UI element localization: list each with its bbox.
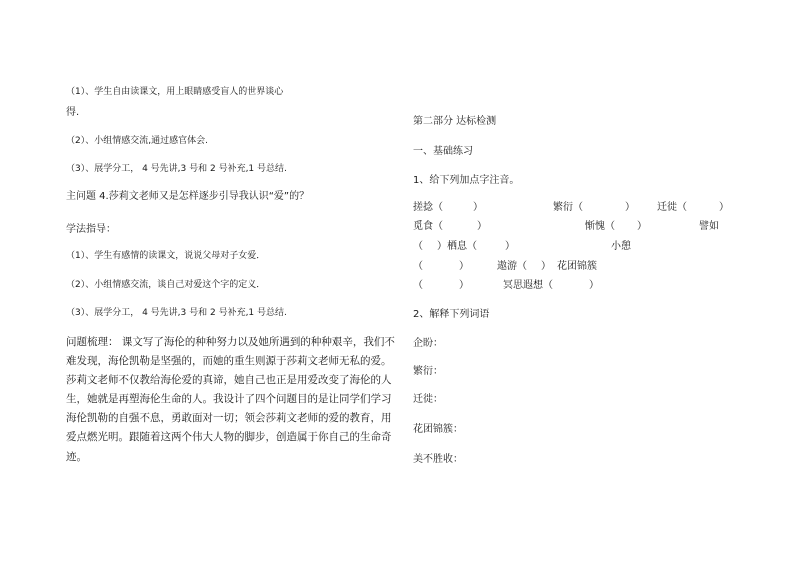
- summary-line: 爱点燃光明。跟随着这两个伟大人物的脚步，创造属于你自己的生命奇: [66, 431, 392, 443]
- pinyin-blank-close: ）: [637, 221, 647, 232]
- pinyin-row: [413, 280, 599, 292]
- summary-line: 海伦凯勒的自强不息，勇敢面对一切；领会莎莉文老师的爱的教育，用: [66, 412, 392, 424]
- pinyin-item: 花团锦簇: [557, 261, 597, 272]
- part2-title: 第二部分 达标检测: [413, 116, 497, 127]
- pinyin-row: [413, 221, 719, 233]
- word-item: 花团锦簇：: [413, 424, 463, 435]
- pinyin-item: 搓捻（: [413, 202, 443, 213]
- pinyin-blank-open: （: [413, 280, 423, 291]
- pinyin-item: 繁衍（: [553, 202, 583, 213]
- summary-line: 难发现，海伦凯勒是坚强的，而她的重生则源于莎莉文老师无私的爱。: [66, 355, 392, 367]
- pinyin-blank-close: ）: [473, 202, 483, 213]
- pinyin-blank-close: ）: [505, 241, 515, 252]
- question-2: 2、解释下列词语: [413, 309, 490, 320]
- item3: （3）、展学分工， 4 号先讲,3 号和 2 号补充,1 号总结.: [66, 164, 287, 174]
- summary-line: 迹。: [66, 451, 87, 463]
- pinyin-item: ）栖息（: [437, 241, 477, 252]
- pinyin-blank-close: ）: [477, 221, 487, 232]
- pinyin-item: 迁徙（: [657, 202, 687, 213]
- pinyin-item: 冥思遐想（: [503, 280, 553, 291]
- pinyin-item: 惭愧（: [585, 221, 615, 232]
- word-item: 美不胜收：: [413, 454, 463, 465]
- pinyin-blank-close: ）: [625, 202, 635, 213]
- word-item: 迁徙：: [413, 394, 443, 405]
- pinyin-item: 譬如: [699, 221, 719, 232]
- pinyin-row: [413, 202, 729, 214]
- pinyin-item: 觅食（: [413, 221, 443, 232]
- pinyin-item: 遨游（: [497, 261, 527, 272]
- pinyin-blank-open: （: [413, 261, 423, 272]
- item1-line2: 得.: [66, 107, 80, 118]
- method-3: （3）、展学分工， 4 号先讲,3 号和 2 号补充,1 号总结.: [66, 308, 287, 318]
- summary-line: 问题梳理： 课文写了海伦的种种努力以及她所遇到的种种艰辛，我们不: [66, 336, 395, 348]
- item2: （2）、小组情感交流,通过感官体会.: [66, 136, 208, 146]
- method-2: （2）、小组情感交流，谈自己对爱这个字的定义．: [66, 280, 266, 290]
- question-1: 1、给下列加点字注音。: [413, 175, 520, 186]
- pinyin-blank-close: ）: [459, 261, 469, 272]
- pinyin-blank-close: ）: [459, 280, 469, 291]
- summary-line: 莎莉文老师不仅教给海伦爱的真谛，她自己也正是用爱改变了海伦的人: [66, 374, 392, 386]
- question-4: 主问题 4.莎莉文老师又是怎样逐步引导我认识“爱”的？: [66, 191, 310, 202]
- pinyin-row: [413, 241, 631, 253]
- pinyin-blank-close: ）: [541, 261, 551, 272]
- word-item: 繁衍：: [413, 366, 443, 377]
- pinyin-row: [413, 261, 597, 273]
- method-1: （1）、学生有感情的读课文，说说父母对子女爱．: [66, 251, 266, 261]
- summary-line: 生，她就是再塑海伦生命的人。我设计了四个问题目的是让同学们学习: [66, 393, 392, 405]
- pinyin-blank-close: ）: [719, 202, 729, 213]
- pinyin-blank-close: ）: [589, 280, 599, 291]
- method-title: 学法指导：: [66, 224, 116, 235]
- item1-line1: （1）、学生自由读课文，用上眼睛感受盲人的世界谈心: [66, 87, 284, 97]
- pinyin-item: 小憩: [611, 241, 631, 252]
- basic-title: 一、基础练习: [413, 146, 473, 157]
- word-item: 企盼：: [413, 338, 443, 349]
- pinyin-blank-open: （: [413, 241, 423, 252]
